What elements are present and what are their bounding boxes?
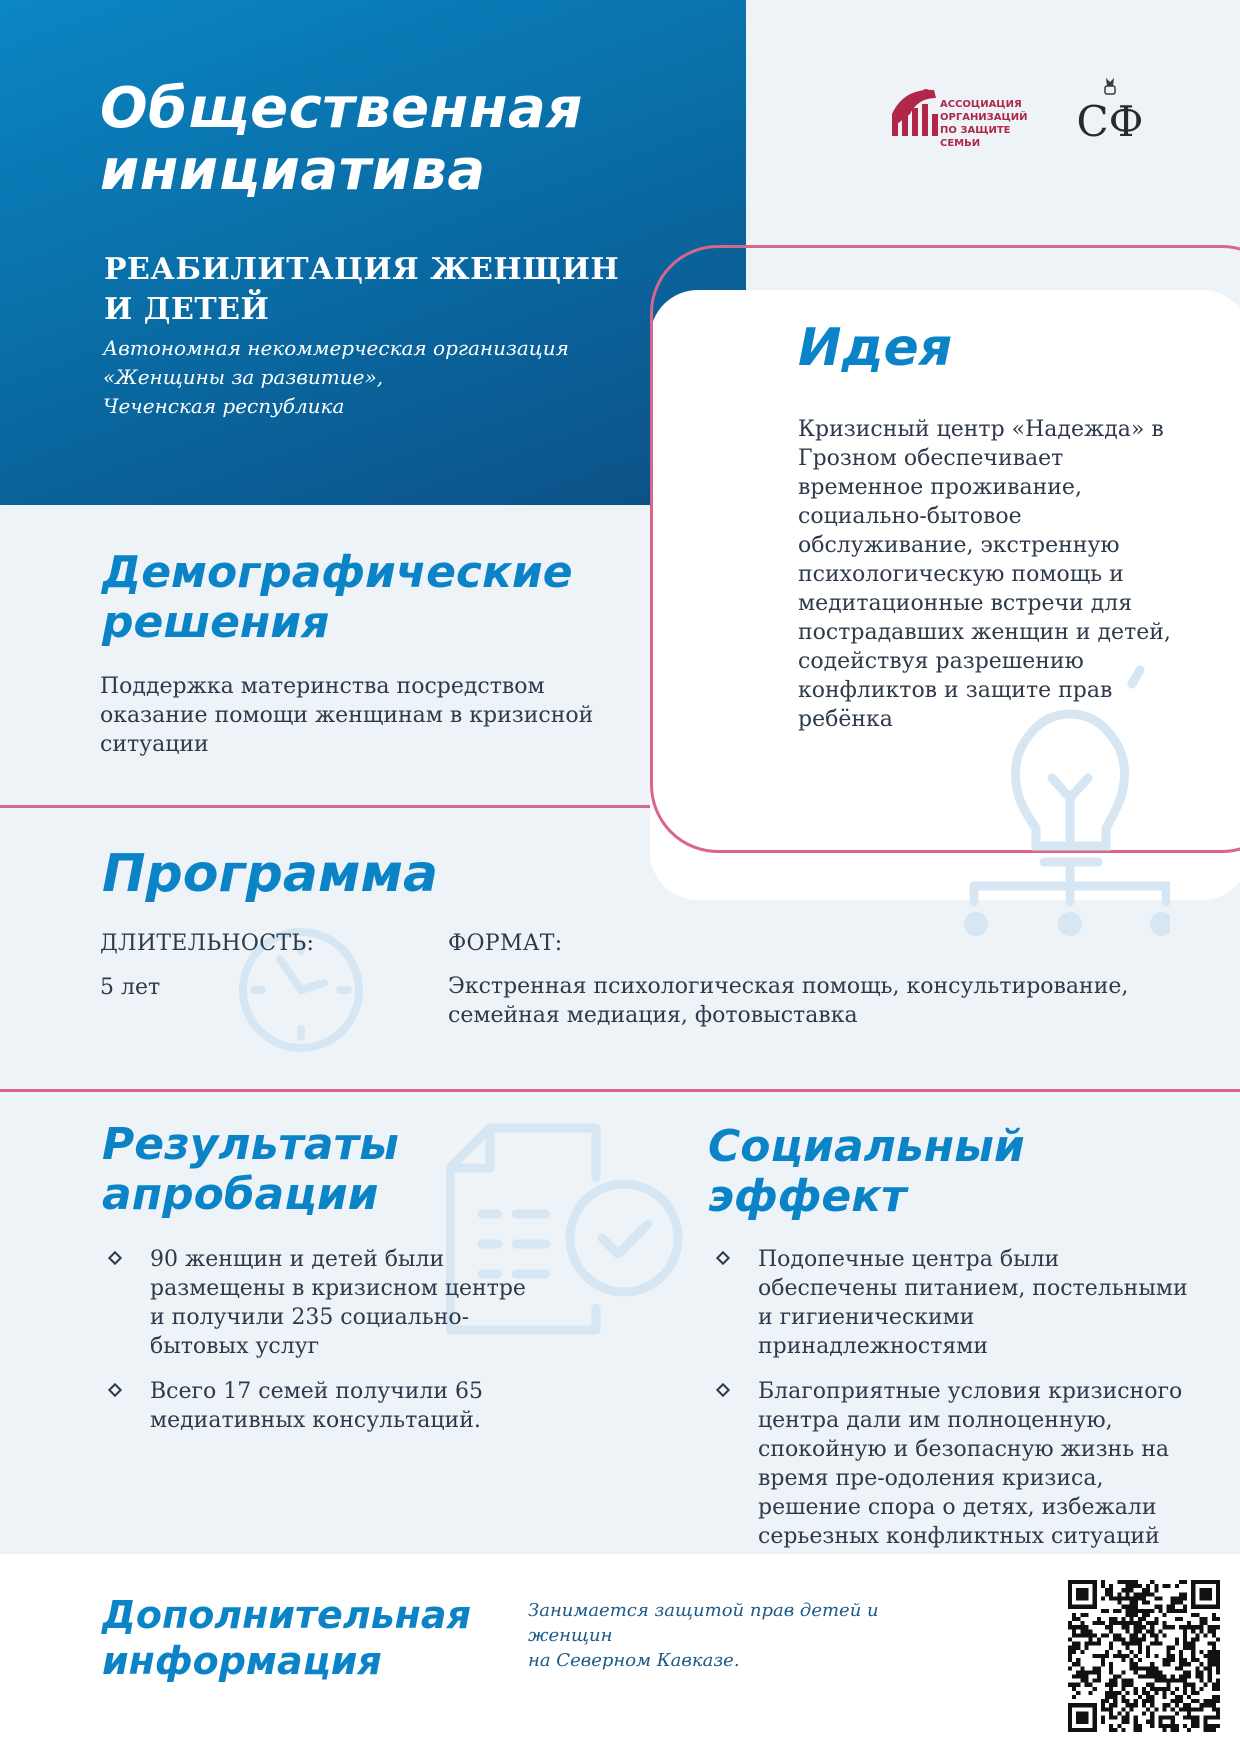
idea-title: Идея: [798, 318, 953, 378]
results-title-line2: апробации: [102, 1169, 379, 1220]
additional-info-text: [528, 1598, 968, 1673]
assoc-line2: ОРГАНИЗАЦИЙ: [940, 112, 1028, 123]
section-divider: [0, 1089, 1240, 1092]
additional-text-line1: Занимается защитой прав детей и женщин: [528, 1600, 879, 1646]
results-title-line1: Результаты: [102, 1119, 399, 1170]
org-line2: «Женщины за развитие»,: [103, 365, 384, 389]
section-divider: [0, 805, 650, 808]
organization-info: [103, 334, 703, 421]
diamond-bullet-icon: [108, 1251, 122, 1265]
org-line1: Автономная некоммерческая организация: [103, 336, 569, 360]
page-title: [100, 78, 700, 202]
social-item-text: Благоприятные условия кризисного центра дали им полноценную, спокойную и безопасную жизнь на время пре-одоления кризиса, решение спора о детях, избежали серьезных конфликтных ситуаций: [758, 1379, 1183, 1549]
demographic-title-line1: Демографические: [102, 547, 573, 598]
social-title-line2: эффект: [708, 1171, 907, 1222]
project-title: [104, 250, 724, 330]
qr-code-icon[interactable]: [1068, 1580, 1220, 1732]
additional-text-line2: на Северном Кавказе.: [528, 1650, 740, 1671]
duration-value: 5 лет: [100, 975, 161, 1000]
diamond-bullet-icon: [108, 1383, 122, 1397]
project-title-line1: РЕАБИЛИТАЦИЯ ЖЕНЩИН: [104, 252, 620, 287]
duration-label: ДЛИТЕЛЬНОСТЬ:: [100, 931, 315, 956]
page-title-line1: Общественная: [100, 76, 583, 141]
assoc-line1: АССОЦИАЦИЯ: [940, 99, 1022, 110]
social-item-text: Подопечные центра были обеспечены питанием, постельными и гигиеническими принадлежностями: [758, 1247, 1188, 1359]
diamond-bullet-icon: [716, 1251, 730, 1265]
association-logo-text: [940, 98, 1050, 150]
org-line3: Чеченская республика: [103, 394, 345, 418]
diamond-bullet-icon: [716, 1383, 730, 1397]
project-title-line2: И ДЕТЕЙ: [104, 292, 270, 327]
list-item: [104, 1245, 544, 1361]
demographic-title-line2: решения: [102, 597, 330, 648]
list-item: [104, 1377, 544, 1435]
list-item: [712, 1245, 1192, 1361]
list-item: [712, 1377, 1192, 1551]
demographic-text: Поддержка материнства посредством оказание помощи женщинам в кризисной ситуации: [100, 674, 594, 757]
page-title-line2: инициатива: [100, 138, 486, 203]
sf-logo-text: СФ: [1076, 97, 1144, 142]
assoc-line3: ПО ЗАЩИТЕ СЕМЬИ: [940, 125, 1011, 149]
results-list: [104, 1245, 544, 1451]
results-item-text: Всего 17 семей получили 65 медиативных консультаций.: [150, 1379, 484, 1433]
additional-title-line1: Дополнительная: [102, 1593, 471, 1637]
results-title: [102, 1120, 562, 1220]
social-effect-title: [708, 1122, 1168, 1222]
demographic-title: [102, 548, 602, 648]
additional-info-title: [102, 1592, 522, 1684]
idea-text: Кризисный центр «Надежда» в Грозном обеспечивает временное проживание, социально-бытовое обслуживание, экстренную психологическую помощь и медитационные встречи для пострадавших женщин и детей, содействуя разрешению конфликтов и защите прав ребёнка: [798, 417, 1171, 732]
social-effect-list: [712, 1245, 1192, 1567]
social-title-line1: Социальный: [708, 1121, 1025, 1172]
federation-council-logo-icon: [1070, 76, 1150, 142]
program-title: Программа: [102, 844, 439, 904]
results-item-text: 90 женщин и детей были размещены в кризисном центре и получили 235 социально-бытовых услуг: [150, 1247, 526, 1359]
format-label: ФОРМАТ:: [448, 931, 563, 956]
format-value: Экстренная психологическая помощь, консультирование, семейная медиация, фотовыставка: [448, 974, 1129, 1028]
additional-title-line2: информация: [102, 1639, 382, 1683]
